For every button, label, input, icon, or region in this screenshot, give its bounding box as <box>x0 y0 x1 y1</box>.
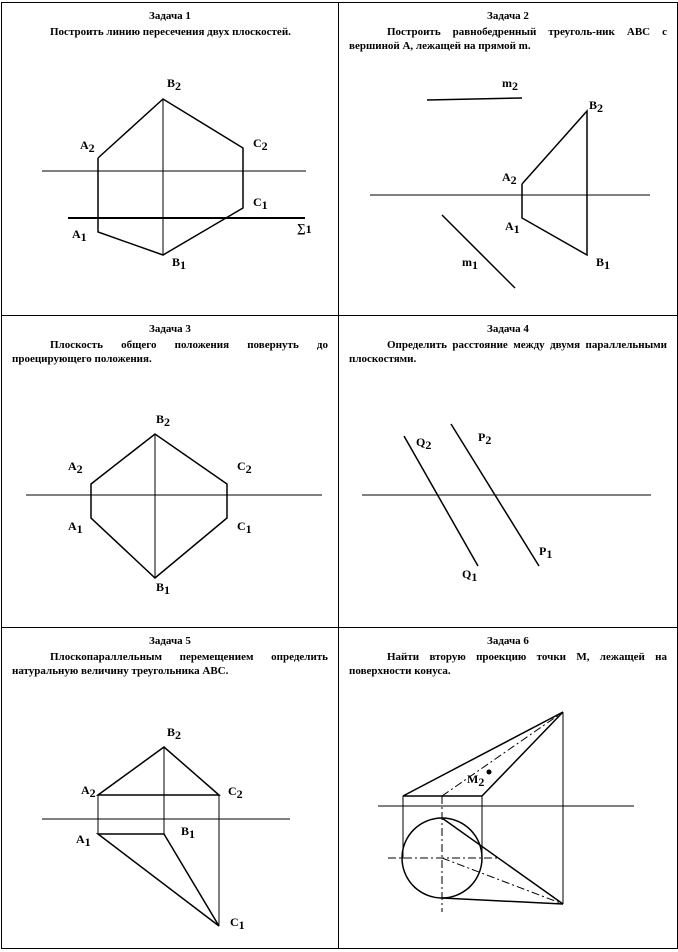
label-a2: A2 <box>502 170 517 187</box>
label-a1: A1 <box>76 832 91 849</box>
triangle-front <box>98 747 219 795</box>
label-b1: B1 <box>172 255 187 272</box>
label-m2: M2 <box>467 772 485 789</box>
task-5-title: Задача 5 <box>149 635 191 647</box>
task-5-text: Плоскопараллельным перемещением определить натуральную величину треугольника ABC. <box>12 651 328 677</box>
label-c2: C2 <box>237 459 252 476</box>
label-b2: B2 <box>589 98 604 115</box>
trace-q <box>404 436 478 566</box>
label-b2: B2 <box>167 76 182 93</box>
label-b1: B1 <box>156 580 171 597</box>
label-c1: C1 <box>237 519 252 536</box>
cone-generator <box>442 818 563 904</box>
label-a2: A2 <box>81 783 96 800</box>
axis-line <box>442 712 563 796</box>
axis-line <box>442 858 563 904</box>
label-b1: B1 <box>596 255 611 272</box>
label-a1: A1 <box>68 519 83 536</box>
label-a2: A2 <box>80 138 95 155</box>
segment-ab <box>522 111 587 255</box>
task-2-title: Задача 2 <box>487 10 529 22</box>
label-q2: Q2 <box>416 435 432 452</box>
task-6-title: Задача 6 <box>487 635 529 647</box>
task-3-title: Задача 3 <box>149 323 191 335</box>
task-3-text: Плоскость общего положения повернуть до проецирующего положения. <box>12 339 328 365</box>
task-4-title: Задача 4 <box>487 323 529 335</box>
label-c1: C1 <box>230 915 245 932</box>
task-1-text: Построить линию пересечения двух плоскостей. <box>50 26 291 38</box>
task-2-text: Построить равнобедренный треуголь-ник ABC с вершиной A, лежащей на прямой m. <box>349 26 667 52</box>
task-3-drawing <box>26 434 322 578</box>
labels <box>68 76 610 932</box>
line-m2 <box>427 98 522 100</box>
task-4-drawing <box>362 424 651 566</box>
label-a1: A1 <box>72 227 87 244</box>
label-c1: C1 <box>253 195 268 212</box>
cone-generator <box>442 898 563 904</box>
triangle-top <box>98 834 219 926</box>
label-b2: B2 <box>156 412 171 429</box>
label-c2: C2 <box>228 784 243 801</box>
label-b1: B1 <box>181 824 196 841</box>
label-c2: C2 <box>253 136 268 153</box>
triangle-pair <box>98 99 243 255</box>
label-m1: m1 <box>462 255 478 272</box>
hexagon-outline <box>91 434 227 578</box>
task-6-text: Найти вторую проекцию точки M, лежащей на поверхности конуса. <box>349 651 667 677</box>
label-a1: A1 <box>505 219 520 236</box>
point-m2-dot <box>487 770 492 775</box>
label-b2: B2 <box>167 725 182 742</box>
label-p1: P1 <box>539 544 553 561</box>
task-1-title: Задача 1 <box>149 10 191 22</box>
label-m2: m2 <box>502 76 518 93</box>
label-q1: Q1 <box>462 567 478 584</box>
label-sigma: ∑1 <box>297 221 312 236</box>
label-a2: A2 <box>68 459 83 476</box>
task-4-text: Определить расстояние между двумя параллельными плоскостями. <box>349 339 667 365</box>
label-p2: P2 <box>478 430 492 447</box>
task-6-drawing <box>378 712 634 912</box>
